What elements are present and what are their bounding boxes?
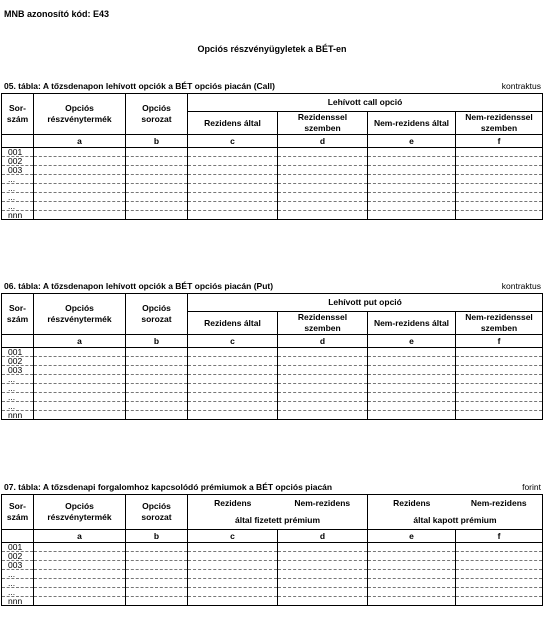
letter-cell: e bbox=[368, 135, 456, 148]
data-cell[interactable] bbox=[188, 579, 278, 588]
data-cell[interactable] bbox=[188, 597, 278, 606]
letter-cell: a bbox=[34, 530, 126, 543]
row-label: 001 bbox=[2, 543, 34, 552]
col-e-header: Nem-rezidens által bbox=[368, 112, 456, 135]
letter-cell: e bbox=[368, 335, 456, 348]
letter-cell: f bbox=[456, 530, 543, 543]
data-cell[interactable] bbox=[188, 543, 278, 552]
row-label: ... bbox=[2, 588, 34, 597]
col-series-header: Opciós sorozat bbox=[126, 94, 188, 135]
data-cell[interactable] bbox=[368, 561, 456, 570]
data-cell[interactable] bbox=[456, 193, 543, 202]
data-cell[interactable] bbox=[126, 202, 188, 211]
data-cell[interactable] bbox=[126, 393, 188, 402]
col-product-header: Opciós részvénytermék bbox=[34, 294, 126, 335]
data-cell[interactable] bbox=[34, 357, 126, 366]
data-cell[interactable] bbox=[126, 375, 188, 384]
data-cell[interactable] bbox=[34, 184, 126, 193]
data-cell[interactable] bbox=[34, 348, 126, 357]
letter-cell: d bbox=[278, 530, 368, 543]
data-cell[interactable] bbox=[368, 175, 456, 184]
data-cell[interactable] bbox=[278, 157, 368, 166]
letter-cell: a bbox=[34, 335, 126, 348]
data-cell[interactable] bbox=[188, 175, 278, 184]
data-cell[interactable] bbox=[456, 597, 543, 606]
data-cell[interactable] bbox=[188, 348, 278, 357]
data-cell[interactable] bbox=[456, 561, 543, 570]
data-cell[interactable] bbox=[368, 384, 456, 393]
data-cell[interactable] bbox=[126, 402, 188, 411]
row-label: 003 bbox=[2, 166, 34, 175]
data-cell[interactable] bbox=[34, 375, 126, 384]
data-cell[interactable] bbox=[278, 561, 368, 570]
received-premium-header: által kapott prémium bbox=[368, 512, 543, 530]
data-cell[interactable] bbox=[188, 402, 278, 411]
row-label: ... bbox=[2, 375, 34, 384]
data-cell[interactable] bbox=[34, 411, 126, 420]
data-cell[interactable] bbox=[456, 384, 543, 393]
data-cell[interactable] bbox=[368, 543, 456, 552]
data-cell[interactable] bbox=[456, 543, 543, 552]
data-cell[interactable] bbox=[368, 157, 456, 166]
data-cell[interactable] bbox=[34, 597, 126, 606]
data-cell[interactable] bbox=[368, 552, 456, 561]
data-cell[interactable] bbox=[278, 193, 368, 202]
data-cell[interactable] bbox=[456, 202, 543, 211]
data-cell[interactable] bbox=[34, 366, 126, 375]
data-cell[interactable] bbox=[278, 552, 368, 561]
data-cell[interactable] bbox=[126, 579, 188, 588]
letter-cell: c bbox=[188, 335, 278, 348]
letter-cell: b bbox=[126, 335, 188, 348]
col-e-header: Rezidens bbox=[368, 495, 456, 512]
data-cell[interactable] bbox=[368, 597, 456, 606]
data-cell[interactable] bbox=[34, 148, 126, 157]
data-cell[interactable] bbox=[34, 543, 126, 552]
col-serial-header: Sor- szám bbox=[2, 94, 34, 135]
data-cell[interactable] bbox=[188, 588, 278, 597]
row-label: 003 bbox=[2, 366, 34, 375]
data-cell[interactable] bbox=[126, 411, 188, 420]
data-cell[interactable] bbox=[188, 211, 278, 220]
data-cell[interactable] bbox=[126, 357, 188, 366]
data-cell[interactable] bbox=[456, 357, 543, 366]
data-cell[interactable] bbox=[368, 211, 456, 220]
letter-cell bbox=[2, 335, 34, 348]
col-c-header: Rezidens által bbox=[188, 112, 278, 135]
data-cell[interactable] bbox=[278, 366, 368, 375]
row-label: ... bbox=[2, 175, 34, 184]
data-cell[interactable] bbox=[368, 357, 456, 366]
data-cell[interactable] bbox=[278, 384, 368, 393]
data-cell[interactable] bbox=[126, 211, 188, 220]
letter-cell: c bbox=[188, 530, 278, 543]
data-cell[interactable] bbox=[456, 588, 543, 597]
data-cell[interactable] bbox=[368, 579, 456, 588]
data-cell[interactable] bbox=[188, 184, 278, 193]
data-cell[interactable] bbox=[34, 384, 126, 393]
data-cell[interactable] bbox=[278, 597, 368, 606]
table-06-title: 06. tábla: A tőzsdenapon lehívott opciók a BÉT opciós piacán (Put) bbox=[4, 281, 274, 291]
data-cell[interactable] bbox=[368, 366, 456, 375]
data-cell[interactable] bbox=[278, 393, 368, 402]
data-cell[interactable] bbox=[34, 393, 126, 402]
table-07-title: 07. tábla: A tőzsdenapi forgalomhoz kapcsolódó prémiumok a BÉT opciós piacán bbox=[4, 482, 333, 492]
data-cell[interactable] bbox=[456, 366, 543, 375]
letter-cell: b bbox=[126, 135, 188, 148]
paid-premium-header: által fizetett prémium bbox=[188, 512, 368, 530]
table-07 bbox=[1, 494, 543, 606]
col-f-header: Nem-rezidenssel szemben bbox=[456, 112, 543, 135]
data-cell[interactable] bbox=[456, 402, 543, 411]
col-serial-header: Sor- szám bbox=[2, 495, 34, 530]
data-cell[interactable] bbox=[368, 375, 456, 384]
col-c-header: Rezidens által bbox=[188, 312, 278, 335]
page-title: Opciós részvényügyletek a BÉT-en bbox=[197, 44, 347, 54]
row-label: 002 bbox=[2, 552, 34, 561]
row-label: 002 bbox=[2, 357, 34, 366]
row-label: ... bbox=[2, 402, 34, 411]
row-label: ... bbox=[2, 579, 34, 588]
data-cell[interactable] bbox=[188, 202, 278, 211]
data-cell[interactable] bbox=[188, 552, 278, 561]
letter-cell: b bbox=[126, 530, 188, 543]
data-cell[interactable] bbox=[456, 175, 543, 184]
table-06-unit: kontraktus bbox=[501, 281, 541, 291]
data-cell[interactable] bbox=[278, 570, 368, 579]
table-06 bbox=[1, 293, 543, 420]
letter-cell: d bbox=[278, 135, 368, 148]
row-label: 001 bbox=[2, 348, 34, 357]
data-cell[interactable] bbox=[456, 579, 543, 588]
data-cell[interactable] bbox=[278, 166, 368, 175]
data-cell[interactable] bbox=[188, 193, 278, 202]
data-cell[interactable] bbox=[368, 402, 456, 411]
col-serial-header: Sor- szám bbox=[2, 294, 34, 335]
row-label: ... bbox=[2, 393, 34, 402]
data-cell[interactable] bbox=[278, 402, 368, 411]
data-cell[interactable] bbox=[456, 552, 543, 561]
data-cell[interactable] bbox=[126, 597, 188, 606]
col-product-header: Opciós részvénytermék bbox=[34, 94, 126, 135]
data-cell[interactable] bbox=[456, 411, 543, 420]
data-cell[interactable] bbox=[188, 570, 278, 579]
data-cell[interactable] bbox=[456, 348, 543, 357]
col-series-header: Opciós sorozat bbox=[126, 294, 188, 335]
group-header: Lehívott put opció bbox=[188, 294, 543, 312]
data-cell[interactable] bbox=[188, 157, 278, 166]
data-cell[interactable] bbox=[188, 375, 278, 384]
data-cell[interactable] bbox=[188, 411, 278, 420]
data-cell[interactable] bbox=[188, 166, 278, 175]
data-cell[interactable] bbox=[368, 348, 456, 357]
data-cell[interactable] bbox=[34, 402, 126, 411]
data-cell[interactable] bbox=[456, 211, 543, 220]
data-cell[interactable] bbox=[278, 202, 368, 211]
data-cell[interactable] bbox=[368, 193, 456, 202]
data-cell[interactable] bbox=[188, 148, 278, 157]
row-label: ... bbox=[2, 570, 34, 579]
data-cell[interactable] bbox=[126, 148, 188, 157]
letter-cell: f bbox=[456, 135, 543, 148]
row-label: ... bbox=[2, 184, 34, 193]
data-cell[interactable] bbox=[278, 579, 368, 588]
mnb-code: MNB azonosító kód: E43 bbox=[4, 9, 110, 19]
data-cell[interactable] bbox=[34, 579, 126, 588]
col-d-header: Rezidenssel szemben bbox=[278, 112, 368, 135]
data-cell[interactable] bbox=[126, 175, 188, 184]
row-label: 001 bbox=[2, 148, 34, 157]
table-05-title: 05. tábla: A tőzsdenapon lehívott opciók a BÉT opciós piacán (Call) bbox=[4, 81, 275, 91]
row-label: nnn bbox=[2, 597, 34, 606]
data-cell[interactable] bbox=[368, 166, 456, 175]
data-cell[interactable] bbox=[34, 166, 126, 175]
col-e-header: Nem-rezidens által bbox=[368, 312, 456, 335]
data-cell[interactable] bbox=[278, 184, 368, 193]
data-cell[interactable] bbox=[126, 166, 188, 175]
data-cell[interactable] bbox=[456, 157, 543, 166]
data-cell[interactable] bbox=[126, 366, 188, 375]
data-cell[interactable] bbox=[34, 193, 126, 202]
letter-cell: e bbox=[368, 530, 456, 543]
data-cell[interactable] bbox=[456, 375, 543, 384]
table-05 bbox=[1, 93, 543, 220]
data-cell[interactable] bbox=[126, 348, 188, 357]
data-cell[interactable] bbox=[126, 588, 188, 597]
col-product-header: Opciós részvénytermék bbox=[34, 495, 126, 530]
data-cell[interactable] bbox=[456, 148, 543, 157]
data-cell[interactable] bbox=[188, 393, 278, 402]
data-cell[interactable] bbox=[34, 588, 126, 597]
data-cell[interactable] bbox=[126, 193, 188, 202]
col-d-header: Rezidenssel szemben bbox=[278, 312, 368, 335]
data-cell[interactable] bbox=[278, 148, 368, 157]
data-cell[interactable] bbox=[368, 570, 456, 579]
data-cell[interactable] bbox=[456, 166, 543, 175]
col-d-header: Nem-rezidens bbox=[278, 495, 368, 512]
data-cell[interactable] bbox=[278, 588, 368, 597]
data-cell[interactable] bbox=[34, 570, 126, 579]
row-label: ... bbox=[2, 193, 34, 202]
data-cell[interactable] bbox=[34, 211, 126, 220]
data-cell[interactable] bbox=[188, 357, 278, 366]
data-cell[interactable] bbox=[278, 175, 368, 184]
data-cell[interactable] bbox=[368, 588, 456, 597]
letter-cell bbox=[2, 135, 34, 148]
data-cell[interactable] bbox=[456, 393, 543, 402]
data-cell[interactable] bbox=[34, 175, 126, 184]
data-cell[interactable] bbox=[126, 157, 188, 166]
data-cell[interactable] bbox=[278, 411, 368, 420]
col-series-header: Opciós sorozat bbox=[126, 495, 188, 530]
data-cell[interactable] bbox=[126, 561, 188, 570]
letter-cell bbox=[2, 530, 34, 543]
data-cell[interactable] bbox=[126, 543, 188, 552]
col-f-header: Nem-rezidenssel szemben bbox=[456, 312, 543, 335]
data-cell[interactable] bbox=[34, 552, 126, 561]
data-cell[interactable] bbox=[456, 570, 543, 579]
row-label: nnn bbox=[2, 211, 34, 220]
data-cell[interactable] bbox=[188, 384, 278, 393]
row-label: 002 bbox=[2, 157, 34, 166]
letter-cell: d bbox=[278, 335, 368, 348]
data-cell[interactable] bbox=[278, 211, 368, 220]
data-cell[interactable] bbox=[456, 184, 543, 193]
row-label: 003 bbox=[2, 561, 34, 570]
data-cell[interactable] bbox=[368, 202, 456, 211]
row-label: ... bbox=[2, 202, 34, 211]
data-cell[interactable] bbox=[278, 357, 368, 366]
data-cell[interactable] bbox=[278, 543, 368, 552]
letter-cell: f bbox=[456, 335, 543, 348]
data-cell[interactable] bbox=[34, 561, 126, 570]
data-cell[interactable] bbox=[368, 393, 456, 402]
data-cell[interactable] bbox=[368, 411, 456, 420]
data-cell[interactable] bbox=[34, 157, 126, 166]
row-label: nnn bbox=[2, 411, 34, 420]
row-label: ... bbox=[2, 384, 34, 393]
group-header: Lehívott call opció bbox=[188, 94, 543, 112]
data-cell[interactable] bbox=[368, 148, 456, 157]
data-cell[interactable] bbox=[34, 202, 126, 211]
data-cell[interactable] bbox=[278, 375, 368, 384]
data-cell[interactable] bbox=[126, 570, 188, 579]
data-cell[interactable] bbox=[278, 348, 368, 357]
data-cell[interactable] bbox=[188, 561, 278, 570]
data-cell[interactable] bbox=[368, 184, 456, 193]
data-cell[interactable] bbox=[188, 366, 278, 375]
data-cell[interactable] bbox=[126, 184, 188, 193]
table-05-unit: kontraktus bbox=[501, 81, 541, 91]
col-c-header: Rezidens bbox=[188, 495, 278, 512]
col-f-header: Nem-rezidens bbox=[456, 495, 543, 512]
data-cell[interactable] bbox=[126, 552, 188, 561]
letter-cell: a bbox=[34, 135, 126, 148]
letter-cell: c bbox=[188, 135, 278, 148]
table-07-unit: forint bbox=[522, 482, 541, 492]
data-cell[interactable] bbox=[126, 384, 188, 393]
